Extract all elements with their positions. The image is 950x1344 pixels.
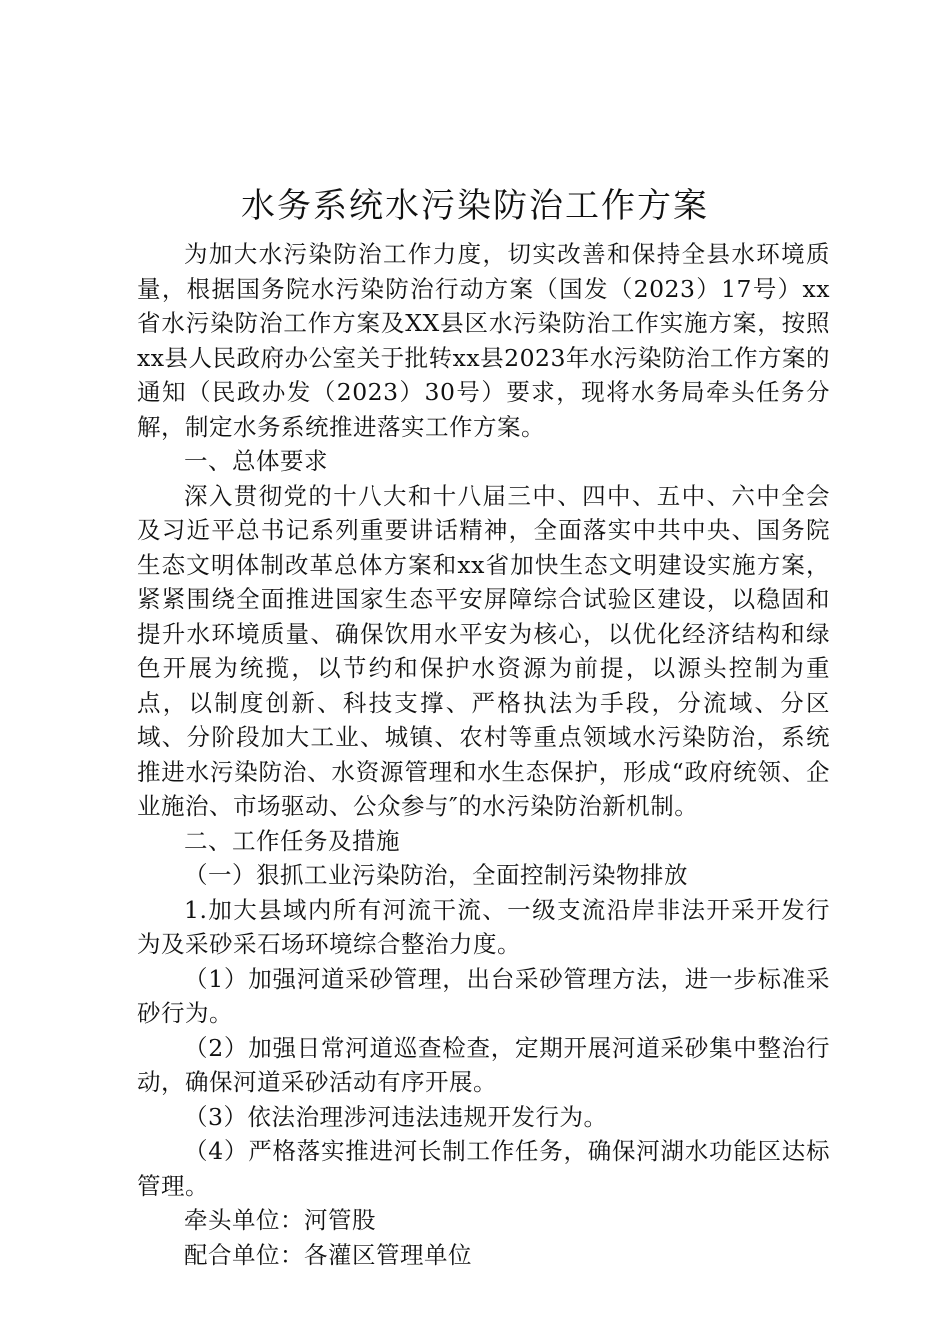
subsection-1-heading: （一）狠抓工业污染防治，全面控制污染物排放 bbox=[184, 861, 688, 889]
measure-3-paragraph: （3）依法治理涉河违法违规开发行为。 bbox=[184, 1102, 608, 1131]
cooperating-unit-line: 配合单位：各灌区管理单位 bbox=[184, 1240, 472, 1269]
measure-4-paragraph: （4）严格落实推进河长制工作任务，确保河湖水功能区达标管理。 bbox=[137, 1137, 830, 1200]
item-1-paragraph: 1.加大县域内所有河流干流、一级支流沿岸非法开采开发行为及采砂采石场环境综合整治力度。 bbox=[137, 895, 830, 958]
section-1-heading: 一、总体要求 bbox=[184, 447, 328, 475]
measure-2-paragraph: （2）加强日常河道巡查检查，定期开展河道采砂集中整治行动，确保河道采砂活动有序开展。 bbox=[137, 1033, 830, 1096]
measure-1-paragraph: （1）加强河道采砂管理，出台采砂管理方法，进一步标准采砂行为。 bbox=[137, 964, 830, 1027]
section-1-paragraph: 深入贯彻党的十八大和十八届三中、四中、五中、六中全会及习近平总书记系列重要讲话精神，全面落实中共中央、国务院生态文明体制改革总体方案和xx省加快生态文明建设实施方案，紧紧围绕全面推进国家生态平安屏障综合试验区建设，以稳固和提升水环境质量、确保饮用水平安为核心，以优化经济结构和绿色开展为统揽，以节约和保护水资源为前提，以源头控制为重点，以制度创新、科技支撑、严格执法为手段，分流域、分区域、分阶段加大工业、城镇、农村等重点领域水污染防治，系统推进水污染防治、水资源管理和水生态保护，形成“政府统领、企业施治、市场驱动、公众参与″的水污染防治新机制。 bbox=[137, 481, 830, 820]
lead-unit-line: 牵头单位：河管股 bbox=[184, 1206, 376, 1234]
document-body bbox=[137, 237, 830, 1272]
document-title: 水务系统水污染防治工作方案 bbox=[241, 186, 709, 226]
intro-paragraph: 为加大水污染防治工作力度，切实改善和保持全县水环境质量，根据国务院水污染防治行动方案（国发（2023）17号）xx省水污染防治工作方案及XX县区水污染防治工作实施方案，按照xx县人民政府办公室关于批转xx县2023年水污染防治工作方案的通知（民政办发（2023）30号）要求，现将水务局牵头任务分解，制定水务系统推进落实工作方案。 bbox=[137, 240, 830, 441]
section-2-heading: 二、工作任务及措施 bbox=[184, 826, 400, 855]
